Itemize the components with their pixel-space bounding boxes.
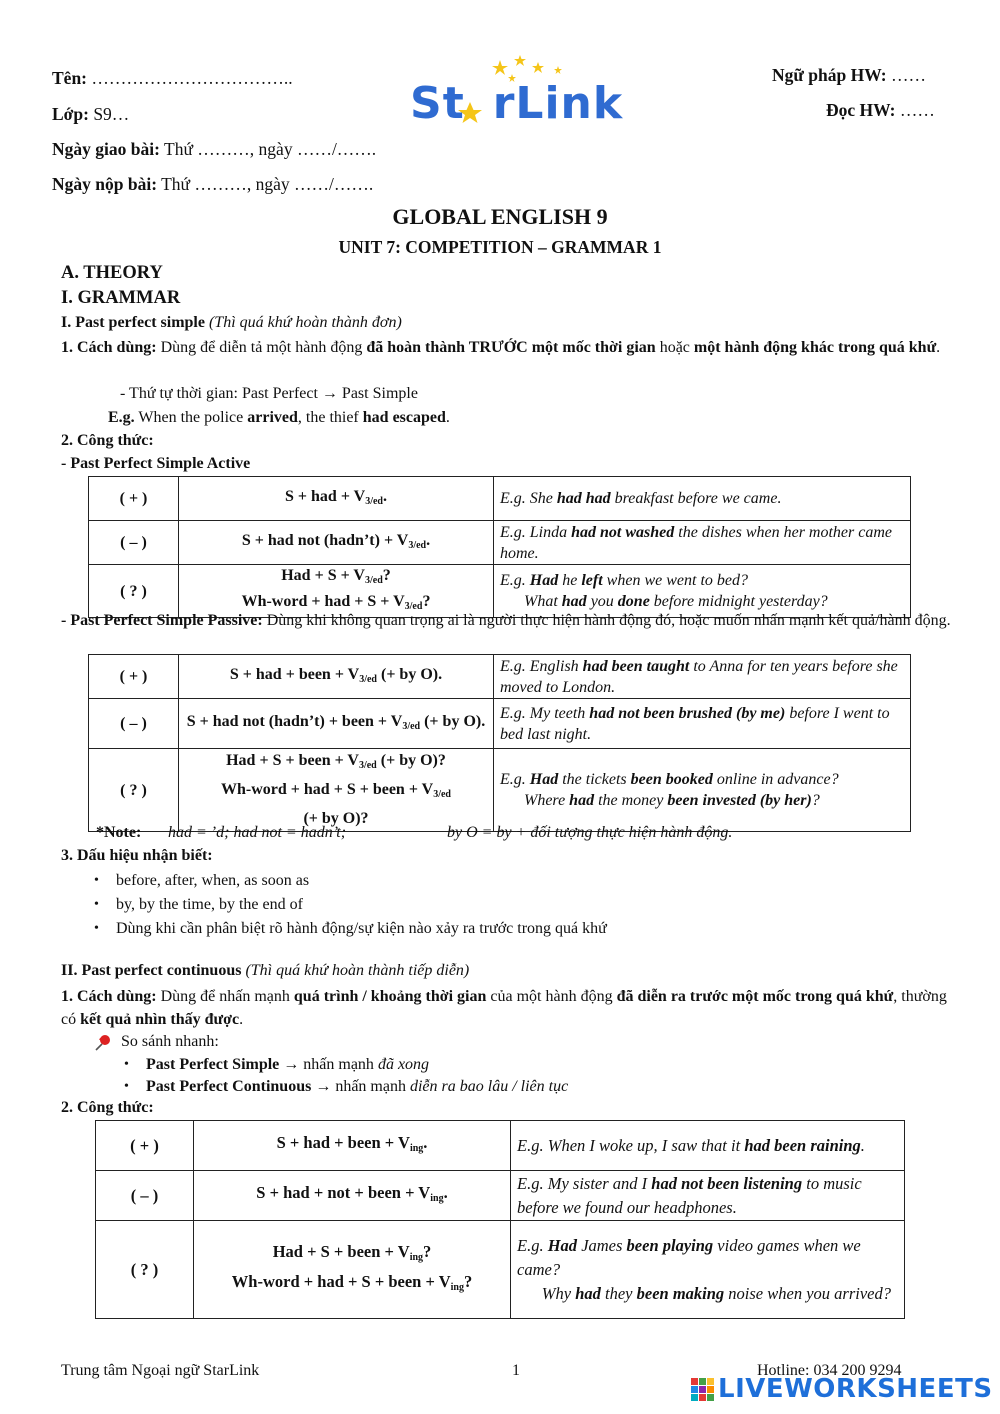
assign-date-field[interactable]: Ngày giao bài: Thứ ………, ngày ……/……. [52, 139, 377, 159]
class-field: Lớp: S9… [52, 104, 130, 124]
lw-blocks-icon [690, 1376, 716, 1404]
name-field[interactable]: Tên: …………………………….. [52, 68, 293, 88]
pushpin-icon [94, 1034, 112, 1057]
page-number: 1 [512, 1362, 520, 1379]
example-sentence: E.g. When the police arrived, the thief had escaped. [108, 409, 450, 426]
note-by-object: by O = by + đối tượng thực hiện hành động. [447, 824, 733, 841]
signs-heading: 3. Dấu hiệu nhận biết: [61, 847, 213, 864]
note-label: *Note: [96, 824, 142, 841]
formula-heading-2: 2. Công thức: [61, 1099, 154, 1116]
reading-hw-field[interactable]: Đọc HW: …… [826, 100, 935, 120]
compare-heading: So sánh nhanh: [121, 1033, 219, 1050]
footer-center-name: Trung tâm Ngoại ngữ StarLink [61, 1362, 260, 1379]
section2-heading: II. Past perfect continuous (Thì quá khứ hoàn thành tiếp diễn) [61, 962, 470, 979]
section1-heading: I. Past perfect simple (Thì quá khứ hoàn thành đơn) [61, 314, 402, 331]
table-row: ( ? ) Had + S + been + $V_{3/ed}$ (+ by O)? Wh-word + had + S + been + $V_{3/ed}$ (+ by O)? E.g. Had the tickets been booked online in advance? Where had the money been invested (by her)? [89, 749, 911, 832]
compare-list [118, 1054, 568, 1098]
theory-heading: A. THEORY [61, 263, 163, 283]
table-row: ( ? ) Had + $S + V_{3/ed}$? Wh-word + had + $S + V_{3/ed}$? E.g. Had he left when we went to bed? What had you done before midnight yesterday? [89, 565, 911, 618]
active-heading: - Past Perfect Simple Active [61, 455, 251, 472]
continuous-formula-table [95, 1120, 905, 1319]
active-formula-table [88, 476, 911, 618]
table-row: ( + ) S + had + $V_{3/ed}$. E.g. She had had breakfast before we came. [89, 477, 911, 521]
section1-usage: 1. Cách dùng: Dùng để diễn tả một hành động đã hoàn thành TRƯỚC một mốc thời gian hoặc một hành động khác trong quá khứ. [61, 339, 941, 356]
starlink-logo: St rLink [410, 52, 640, 132]
note-contraction: had = ’d; had not = hadn’t; [168, 824, 347, 841]
table-row: ( – ) S + had not (hadn’t) + $V_{3/ed}$. E.g. Linda had not washed the dishes when her mother came home. [89, 521, 911, 565]
page-title: GLOBAL ENGLISH 9 [392, 204, 608, 229]
list-item: • by, by the time, by the end of [88, 893, 607, 917]
grammar-hw-field[interactable]: Ngữ pháp HW: …… [772, 65, 926, 85]
page-subtitle: UNIT 7: COMPETITION – GRAMMAR 1 [338, 237, 662, 257]
passive-formula-table [88, 654, 911, 832]
hotline: Hotline: 034 200 9294 [757, 1362, 902, 1379]
formula-heading: 2. Công thức: [61, 432, 154, 449]
section2-usage: 1. Cách dùng: Dùng để nhấn mạnh quá trình / khoảng thời gian của một hành động đã diễn ra trước một mốc trong quá khứ, thường có kết quả nhìn thấy được. [61, 988, 947, 1028]
signs-list [88, 869, 607, 941]
list-item: • Past Perfect Continuous → nhấn mạnh diễn ra bao lâu / liên tục [118, 1076, 568, 1098]
passive-description: - Past Perfect Simple Passive: Dùng khi không quan trọng ai là người thực hiện hành động đó, hoặc muốn nhấn mạnh kết quả/hành động. [61, 612, 951, 629]
submit-date-field[interactable]: Ngày nộp bài: Thứ ………, ngày ……/……. [52, 174, 374, 194]
table-row: ( + ) S + had + been + $V_{3/ed}$ (+ by O). E.g. English had been taught to Anna for ten years before she moved to London. [89, 655, 911, 699]
table-row: ( + ) S + had + been + $V_{ing}$. E.g. When I woke up, I saw that it had been raining. [96, 1121, 905, 1171]
list-item: • Past Perfect Simple → nhấn mạnh đã xong [118, 1054, 568, 1076]
table-row: ( – ) S + had not (hadn’t) + been + $V_{3/ed}$ (+ by O). E.g. My teeth had not been brushed (by me) before I went to bed last night. [89, 699, 911, 749]
table-row: ( ? ) Had + S + been + $V_{ing}$? Wh-word + had + S + been + $V_{ing}$? E.g. Had James been playing video games when we came? Why had they been making noise when you arrived? [96, 1221, 905, 1319]
grammar-heading: I. GRAMMAR [61, 288, 181, 308]
list-item: • before, after, when, as soon as [88, 869, 607, 893]
time-order-note: - Thứ tự thời gian: Past Perfect → Past Simple [120, 385, 418, 402]
list-item: • Dùng khi cần phân biệt rõ hành động/sự kiện nào xảy ra trước trong quá khứ [88, 917, 607, 941]
table-row: ( – ) S + had + not + been + $V_{ing}$. E.g. My sister and I had not been listening to music before we found our headphones. [96, 1171, 905, 1221]
